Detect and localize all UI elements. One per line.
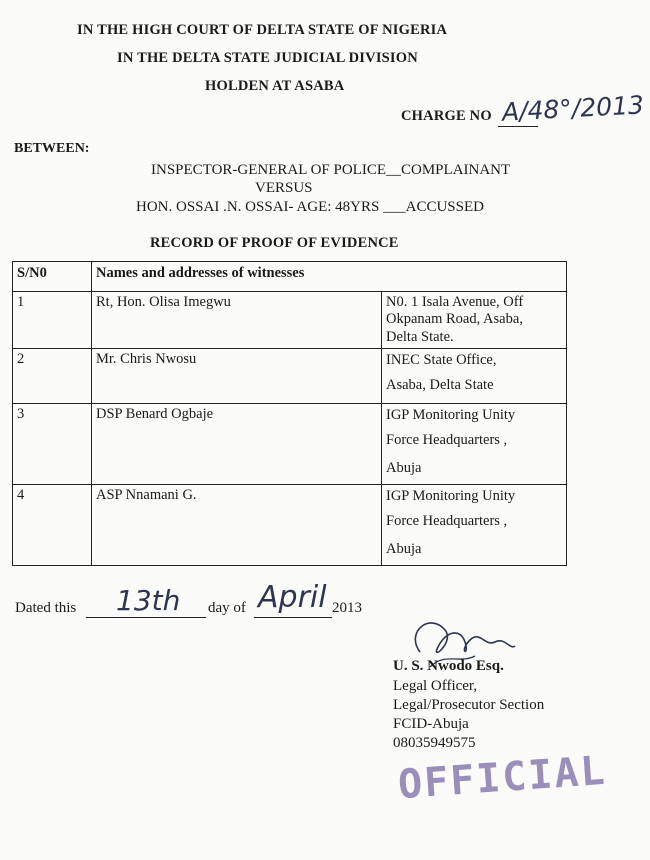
address-line: Force Headquarters , bbox=[386, 513, 508, 530]
table-row bbox=[13, 349, 567, 404]
witness-address bbox=[382, 404, 567, 485]
address-line: INEC State Office, bbox=[386, 352, 497, 369]
table-row bbox=[13, 404, 567, 485]
dated-middle: day of bbox=[208, 600, 246, 616]
table-header-row bbox=[13, 262, 567, 292]
address-line: Abuja bbox=[386, 541, 422, 558]
witness-table bbox=[12, 261, 567, 566]
witness-sn: 3 bbox=[13, 404, 92, 485]
signatory-phone: 08035949575 bbox=[393, 735, 476, 751]
column-header-sn: S/N0 bbox=[13, 262, 92, 292]
witness-name: ASP Nnamani G. bbox=[92, 485, 382, 566]
charge-number-handwritten: A/48°/2013 bbox=[501, 90, 645, 127]
signatory-title: Legal Officer, bbox=[393, 678, 478, 694]
dated-prefix: Dated this bbox=[15, 600, 77, 616]
between-label: BETWEEN: bbox=[14, 141, 90, 156]
witness-name: DSP Benard Ogbaje bbox=[92, 404, 382, 485]
accused-line: HON. OSSAI .N. OSSAI- AGE: 48YRS ___ACCUSSED bbox=[136, 199, 484, 215]
complainant-line: INSPECTOR-GENERAL OF POLICE__COMPLAINANT bbox=[151, 162, 511, 178]
address-line: Delta State. bbox=[386, 328, 454, 345]
witness-address bbox=[382, 292, 567, 349]
day-underline bbox=[86, 617, 206, 618]
witness-sn: 2 bbox=[13, 349, 92, 404]
dated-year: 2013 bbox=[332, 600, 362, 616]
table-row bbox=[13, 485, 567, 566]
address-line: IGP Monitoring Unity bbox=[386, 488, 516, 505]
address-line: Asaba, Delta State bbox=[386, 377, 494, 394]
court-title: IN THE HIGH COURT OF DELTA STATE OF NIGERIA bbox=[77, 22, 448, 38]
versus-line: VERSUS bbox=[255, 180, 313, 196]
address-line: Force Headquarters , bbox=[386, 432, 508, 449]
signatory-name: U. S. Nwodo Esq. bbox=[393, 658, 504, 674]
month-underline bbox=[254, 617, 332, 618]
witness-name: Rt, Hon. Olisa Imegwu bbox=[92, 292, 382, 349]
signatory-section: Legal/Prosecutor Section bbox=[393, 697, 545, 713]
official-stamp: OFFICIAL bbox=[396, 747, 609, 809]
column-header-witnesses: Names and addresses of witnesses bbox=[92, 262, 567, 292]
address-line: N0. 1 Isala Avenue, Off bbox=[386, 294, 524, 310]
charge-label: CHARGE NO bbox=[401, 108, 492, 124]
address-line: Okpanam Road, Asaba, bbox=[386, 311, 523, 328]
table-row bbox=[13, 292, 567, 349]
address-line: IGP Monitoring Unity bbox=[386, 407, 516, 424]
holden-at: HOLDEN AT ASABA bbox=[205, 78, 345, 94]
witness-sn: 1 bbox=[13, 292, 92, 349]
witness-name: Mr. Chris Nwosu bbox=[92, 349, 382, 404]
division-title: IN THE DELTA STATE JUDICIAL DIVISION bbox=[117, 50, 418, 66]
address-line: Abuja bbox=[386, 460, 422, 477]
signatory-unit: FCID-Abuja bbox=[393, 716, 469, 732]
witness-sn: 4 bbox=[13, 485, 92, 566]
witness-address bbox=[382, 349, 567, 404]
day-handwritten: 13th bbox=[116, 584, 181, 617]
month-handwritten: April bbox=[258, 580, 327, 615]
witness-address bbox=[382, 485, 567, 566]
record-title: RECORD OF PROOF OF EVIDENCE bbox=[150, 235, 399, 251]
